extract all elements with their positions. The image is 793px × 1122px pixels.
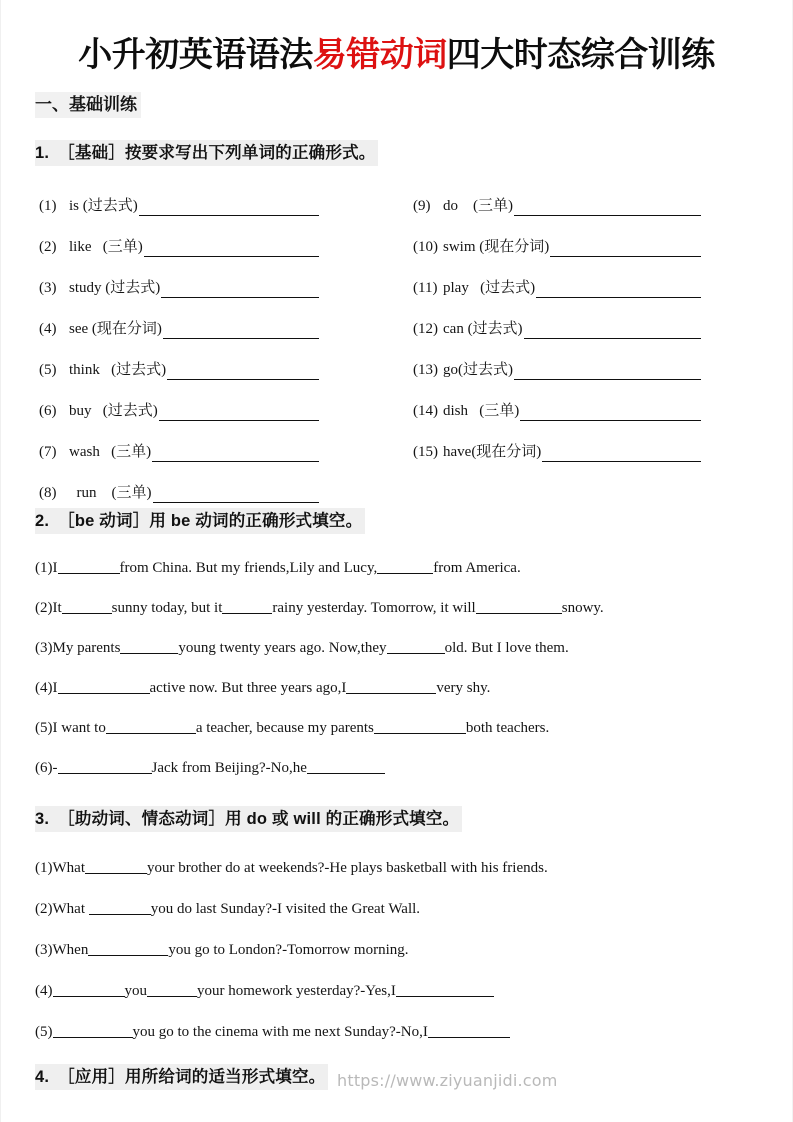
exercise-1-item-14 [413, 401, 701, 421]
answer-blank[interactable] [152, 448, 319, 462]
answer-blank[interactable] [106, 721, 196, 734]
item-index: (9) [413, 198, 431, 214]
item-index: (11) [413, 280, 438, 296]
exercise-2-heading [35, 508, 365, 534]
sentence-text: you go to the cinema with me next Sunday?-No,I [132, 1024, 428, 1040]
item-index: (2) [35, 600, 53, 616]
answer-blank[interactable] [536, 284, 701, 298]
answer-blank[interactable] [89, 902, 151, 915]
item-index: (14) [413, 403, 438, 419]
exercise-2-item-1 [35, 558, 521, 579]
exercise-2-item-5 [35, 718, 549, 739]
answer-blank[interactable] [524, 325, 701, 339]
item-index: (15) [413, 444, 438, 460]
item-prompt: like (三单) [69, 239, 143, 255]
sentence-text: sunny today, but it [111, 600, 223, 616]
item-index: (12) [413, 321, 438, 337]
item-index: (4) [35, 983, 53, 999]
sentence-text: both teachers. [465, 720, 550, 736]
answer-blank[interactable] [542, 448, 701, 462]
item-prompt: play (过去式) [443, 280, 536, 296]
answer-blank[interactable] [514, 202, 701, 216]
item-index: (3) [35, 942, 53, 958]
sentence-text: I want to [52, 720, 106, 736]
exercise-2-item-3 [35, 638, 569, 659]
exercise-3-item-3 [35, 940, 409, 961]
exercise-1-item-8 [39, 483, 319, 503]
exercise-1-item-11 [413, 278, 701, 298]
part-heading: 一、基础训练 [35, 92, 141, 118]
exercise-3-item-4 [35, 981, 494, 1002]
sentence-text: When [52, 942, 89, 958]
item-prompt: is (过去式) [69, 198, 138, 214]
item-index: (3) [39, 280, 57, 296]
item-index: (5) [35, 720, 53, 736]
exercise-4-heading [35, 1064, 328, 1090]
answer-blank[interactable] [514, 366, 701, 380]
exercise-2-title: ［be 动词］用 be 动词的正确形式填空。 [58, 512, 363, 530]
item-index: (5) [35, 1024, 53, 1040]
exercise-1-title: ［基础］按要求写出下列单词的正确形式。 [58, 144, 376, 162]
item-prompt: study (过去式) [69, 280, 161, 296]
item-index: (3) [35, 640, 53, 656]
answer-blank[interactable] [476, 601, 562, 614]
item-index: (4) [39, 321, 57, 337]
answer-blank[interactable] [159, 407, 319, 421]
exercise-1-item-6 [39, 401, 319, 421]
sentence-text: My parents [52, 640, 121, 656]
sentence-text: snowy. [561, 600, 604, 616]
page-title [1, 33, 792, 77]
answer-blank[interactable] [120, 641, 178, 654]
exercise-4-title: ［应用］用所给词的适当形式填空。 [58, 1068, 326, 1086]
sentence-text: very shy. [436, 680, 491, 696]
answer-blank[interactable] [550, 243, 701, 257]
sentence-text: What [52, 860, 85, 876]
sentence-text: It [52, 600, 62, 616]
answer-blank[interactable] [53, 1025, 133, 1038]
item-prompt: buy (过去式) [69, 403, 158, 419]
answer-blank[interactable] [520, 407, 701, 421]
item-index: (2) [35, 901, 53, 917]
item-index: (6) [35, 760, 53, 776]
sentence-text: active now. But three years ago,I [149, 680, 347, 696]
item-index: (10) [413, 239, 438, 255]
item-prompt: run (三单) [69, 485, 152, 501]
answer-blank[interactable] [377, 561, 433, 574]
item-index: (13) [413, 362, 438, 378]
sentence-text: What [52, 901, 89, 917]
item-prompt: swim (现在分词) [443, 239, 550, 255]
answer-blank[interactable] [374, 721, 466, 734]
sentence-text: Jack from Beijing?-No,he [151, 760, 307, 776]
exercise-3-item-1 [35, 858, 548, 879]
exercise-1-item-4 [39, 319, 319, 339]
sentence-text: from China. But my friends,Lily and Lucy, [119, 560, 378, 576]
item-prompt: think (过去式) [69, 362, 167, 378]
sentence-text: young twenty years ago. Now,they [178, 640, 387, 656]
answer-blank[interactable] [307, 761, 385, 774]
answer-blank[interactable] [428, 1025, 510, 1038]
item-index: (1) [35, 560, 53, 576]
sentence-text: your brother do at weekends?-He plays basketball with his friends. [146, 860, 548, 876]
exercise-3-number: 3. [35, 810, 50, 828]
exercise-1-number: 1. [35, 144, 50, 162]
page-title-accent: 易错动词 [312, 36, 447, 74]
exercise-1-item-15 [413, 442, 701, 462]
exercise-3-item-5 [35, 1022, 510, 1043]
sentence-text: - [52, 760, 58, 776]
page-title-prefix: 小升初英语语法 [78, 36, 313, 74]
exercise-2-item-2 [35, 598, 604, 619]
answer-blank[interactable] [144, 243, 319, 257]
item-prompt: have(现在分词) [443, 444, 542, 460]
item-index: (1) [39, 198, 57, 214]
sentence-text: your homework yesterday?-Yes,I [197, 983, 396, 999]
exercise-1-item-10 [413, 237, 701, 257]
answer-blank[interactable] [147, 984, 197, 997]
sentence-text: you go to London?-Tomorrow morning. [168, 942, 409, 958]
item-index: (6) [39, 403, 57, 419]
item-prompt: do (三单) [443, 198, 513, 214]
exercise-1-item-5 [39, 360, 319, 380]
answer-blank[interactable] [53, 984, 125, 997]
sentence-text: I [52, 680, 58, 696]
exercise-1-item-2 [39, 237, 319, 257]
answer-blank[interactable] [387, 641, 445, 654]
answer-blank[interactable] [58, 761, 152, 774]
sentence-text: you do last Sunday?-I visited the Great Wall. [150, 901, 421, 917]
item-index: (4) [35, 680, 53, 696]
exercise-2-item-6 [35, 758, 385, 779]
sentence-text: rainy yesterday. Tomorrow, it will [272, 600, 476, 616]
sentence-text: I [52, 560, 58, 576]
answer-blank[interactable] [58, 681, 150, 694]
page-title-suffix: 四大时态综合训练 [446, 36, 715, 74]
answer-blank[interactable] [62, 601, 112, 614]
sentence-text: old. But I love them. [444, 640, 569, 656]
answer-blank[interactable] [161, 284, 319, 298]
answer-blank[interactable] [139, 202, 319, 216]
item-index: (8) [39, 485, 57, 501]
answer-blank[interactable] [153, 489, 320, 503]
exercise-1-item-12 [413, 319, 701, 339]
item-prompt: dish (三单) [443, 403, 520, 419]
exercise-3-heading [35, 806, 462, 832]
exercise-1-item-3 [39, 278, 319, 298]
answer-blank[interactable] [85, 861, 147, 874]
item-prompt: wash (三单) [69, 444, 152, 460]
exercise-3-title: ［助动词、情态动词］用 do 或 will 的正确形式填空。 [58, 810, 460, 828]
site-watermark: https://www.ziyuanjidi.com [337, 1071, 558, 1090]
exercise-1-item-9 [413, 196, 701, 216]
item-prompt: see (现在分词) [69, 321, 162, 337]
answer-blank[interactable] [396, 984, 494, 997]
item-index: (7) [39, 444, 57, 460]
sentence-text: from America. [433, 560, 521, 576]
exercise-1-heading [35, 140, 378, 166]
exercise-3-item-2 [35, 899, 420, 920]
item-prompt: go(过去式) [443, 362, 513, 378]
item-prompt: can (过去式) [443, 321, 523, 337]
sentence-text: a teacher, because my parents [195, 720, 374, 736]
item-index: (5) [39, 362, 57, 378]
exercise-1-item-7 [39, 442, 319, 462]
exercise-1-item-13 [413, 360, 701, 380]
answer-blank[interactable] [222, 601, 272, 614]
exercise-2-number: 2. [35, 512, 50, 530]
answer-blank[interactable] [88, 943, 168, 956]
exercise-1-item-1 [39, 196, 319, 216]
answer-blank[interactable] [346, 681, 436, 694]
answer-blank[interactable] [167, 366, 319, 380]
sentence-text: you [124, 983, 147, 999]
item-index: (2) [39, 239, 57, 255]
answer-blank[interactable] [58, 561, 120, 574]
item-index: (1) [35, 860, 53, 876]
answer-blank[interactable] [163, 325, 319, 339]
exercise-4-number: 4. [35, 1068, 50, 1086]
exercise-2-item-4 [35, 678, 490, 699]
